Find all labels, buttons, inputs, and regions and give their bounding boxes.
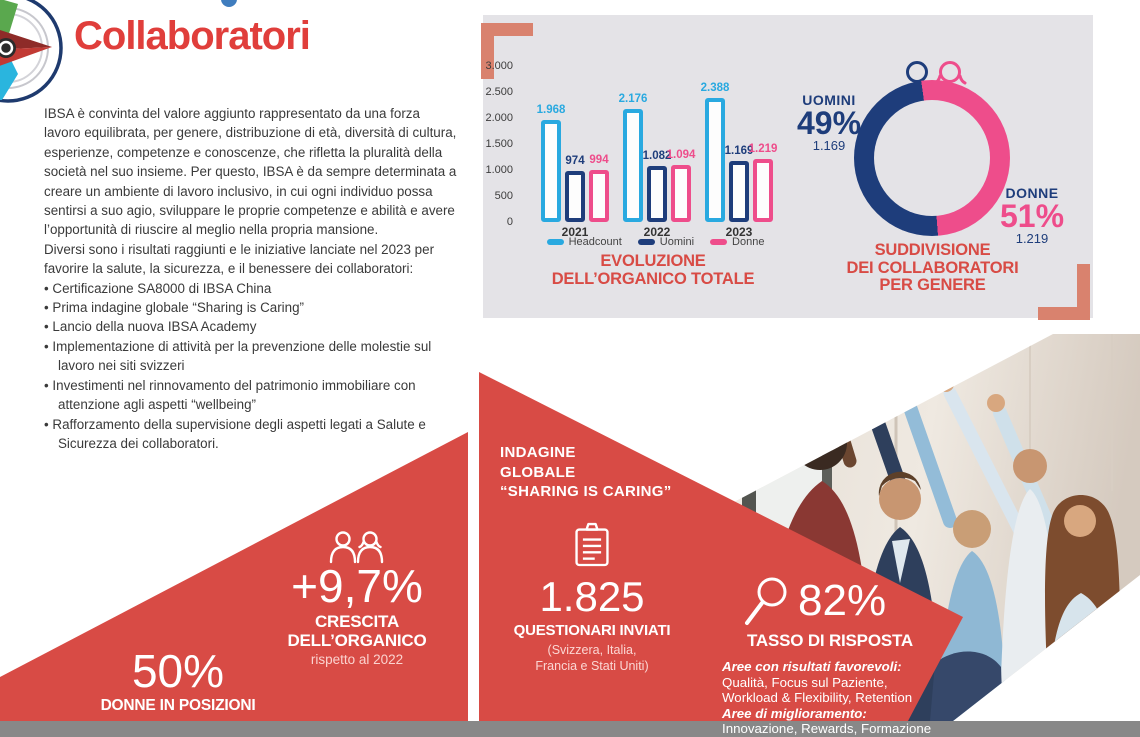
bar-value-label: 1.219: [748, 142, 778, 155]
legend-item-donne: [710, 236, 764, 248]
x-axis-label: 2021: [561, 225, 589, 239]
magnifier-icon: [742, 576, 792, 628]
favorable-areas-title: Aree con risultati favorevoli:: [722, 659, 902, 674]
bar-chart: [483, 15, 823, 318]
x-axis-label: 2023: [725, 225, 753, 239]
clipboard-icon: [572, 520, 612, 570]
uomini-count: 1.169: [812, 138, 846, 153]
donut-title-line3: PER GENERE: [879, 276, 986, 294]
survey-heading: [500, 443, 710, 502]
y-axis-tick: 1.000: [485, 164, 513, 176]
donut-chart-title: [785, 242, 1080, 295]
response-areas: [722, 659, 967, 737]
donut-hole: [874, 100, 990, 216]
questionnaires-stat: [502, 520, 682, 674]
bar-uomini-2021: [565, 171, 585, 222]
y-axis-tick: 0: [506, 216, 513, 228]
bar-uomini-2022: [647, 166, 667, 222]
bar-chart-title-line2: DELL’ORGANICO TOTALE: [551, 269, 755, 288]
bar-value-label: 994: [589, 154, 609, 167]
donut-title-line1: SUDDIVISIONE: [874, 241, 991, 259]
intro-paragraph-1: IBSA è convinta del valore aggiunto rappresentato da una forza lavoro equilibrata, per genere, distribuzione di età, diversità di cultura, esperienze, competenze e conoscenze, che rifletta la pluralità della società nel suo insieme. Per questo, IBSA è da sempre determinata a creare un ambiente di lavoro inclusivo, in cui ogni individuo possa sentirsi a suo agio, sviluppare le proprie competenze e abilità e avere l’opportunità di riuscire al meglio nella propria mansione.: [44, 106, 457, 238]
donne-pct: 51%: [999, 198, 1065, 234]
charts-panel: [483, 15, 1093, 318]
response-value: 82%: [798, 576, 887, 625]
bullet-item: • Investimenti nel rinnovamento del patrimonio immobiliare con attenzione agli aspetti “wellbeing”: [44, 376, 458, 415]
uomini-pct: 49%: [796, 105, 862, 141]
bullet-item: • Certificazione SA8000 di IBSA China: [44, 279, 458, 298]
bar-donne-2023: [753, 159, 773, 222]
uomini-label: UOMINI: [802, 92, 856, 108]
bullet-item: • Prima indagine globale “Sharing is Caring”: [44, 298, 458, 317]
legend-label: Donne: [732, 236, 765, 248]
growth-value: +9,7%: [291, 560, 423, 612]
bar-value-label: 2.176: [618, 92, 648, 105]
favorable-areas-line1: Qualità, Focus sul Paziente,: [722, 674, 888, 690]
response-label: TASSO DI RISPOSTA: [747, 631, 913, 650]
donne-label: DONNE: [1005, 185, 1059, 201]
survey-heading-line2: GLOBALE: [500, 463, 576, 481]
growth-note: rispetto al 2022: [310, 652, 404, 667]
growth-stat: [262, 560, 452, 667]
bar-chart-plot: [483, 15, 823, 245]
questionnaires-label: QUESTIONARI INVIATI: [513, 622, 671, 639]
donut-label-donne: [983, 185, 1081, 246]
y-axis-tick: 1.500: [485, 138, 513, 150]
bar-headcount-2022: [623, 109, 643, 222]
questionnaires-note-line2: Francia e Stati Uniti): [535, 658, 649, 673]
x-axis-label: 2022: [643, 225, 671, 239]
y-axis-tick: 3.000: [485, 60, 513, 72]
bar-value-label: 1.169: [724, 145, 754, 158]
logo-dot: [221, 0, 237, 7]
people-icon: [326, 530, 388, 563]
y-axis-tick: 2.000: [485, 112, 513, 124]
bar-value-label: 1.968: [536, 103, 566, 116]
bar-value-label: 2.388: [700, 81, 730, 94]
legend-label: Headcount: [568, 236, 622, 248]
survey-heading-line3: “SHARING IS CARING”: [500, 483, 672, 500]
bullet-item: • Implementazione di attività per la prevenzione delle molestie sul lavoro nei siti svizzeri: [44, 337, 458, 376]
bar-value-label: 974: [565, 155, 585, 168]
legend-item-uomini: [638, 236, 694, 248]
survey-heading-line1: INDAGINE: [500, 444, 576, 461]
bar-uomini-2023: [729, 161, 749, 222]
bullet-item: • Rafforzamento della supervisione degli aspetti legati a Salute e Sicurezza dei collaboratori.: [44, 415, 458, 454]
favorable-areas-line2: Workload & Flexibility, Retention: [722, 690, 913, 705]
improvement-areas-title: Aree di miglioramento:: [722, 705, 867, 721]
improvement-areas-line1: Innovazione, Rewards, Formazione: [722, 721, 932, 736]
legend-label: Uomini: [659, 236, 695, 248]
bar-value-label: 1.094: [666, 149, 696, 162]
legend-swatch: [710, 239, 727, 245]
questionnaires-value: 1.825: [539, 573, 645, 620]
women-stat: [88, 646, 268, 715]
bar-donne-2022: [671, 165, 691, 222]
growth-label-line2: DELL’ORGANICO: [287, 631, 427, 650]
y-axis-tick: 500: [494, 190, 513, 202]
bar-chart-legend: [508, 236, 803, 248]
growth-label-line1: CRESCITA: [314, 612, 400, 631]
donut-title-line2: DEI COLLABORATORI: [846, 258, 1019, 277]
women-value: 50%: [131, 645, 225, 697]
legend-swatch: [547, 239, 564, 245]
bar-chart-title: [488, 253, 818, 288]
intro-text: [44, 104, 458, 453]
bar-donne-2021: [589, 170, 609, 222]
bullet-item: • Lancio della nuova IBSA Academy: [44, 317, 458, 336]
intro-paragraph-2: Diversi sono i risultati raggiunti e le iniziative lanciate nel 2023 per favorire la salute, la sicurezza, e il benessere dei collaboratori:: [44, 241, 435, 277]
bar-chart-title-line1: EVOLUZIONE: [600, 252, 706, 270]
legend-swatch: [638, 239, 655, 245]
page-title: Collaboratori: [74, 14, 310, 58]
bar-value-label: 1.082: [642, 149, 672, 162]
legend-item-headcount: [547, 236, 622, 248]
donut-label-uomini: [780, 92, 878, 153]
women-label: DONNE IN POSIZIONI: [100, 697, 256, 714]
questionnaires-note-line1: (Svizzera, Italia,: [547, 643, 637, 657]
y-axis-tick: 2.500: [485, 86, 513, 98]
bar-headcount-2023: [705, 98, 725, 222]
donne-count: 1.219: [1015, 231, 1049, 246]
donut-chart: [783, 15, 1093, 318]
bar-headcount-2021: [541, 120, 561, 222]
intro-bullets: [44, 279, 458, 454]
